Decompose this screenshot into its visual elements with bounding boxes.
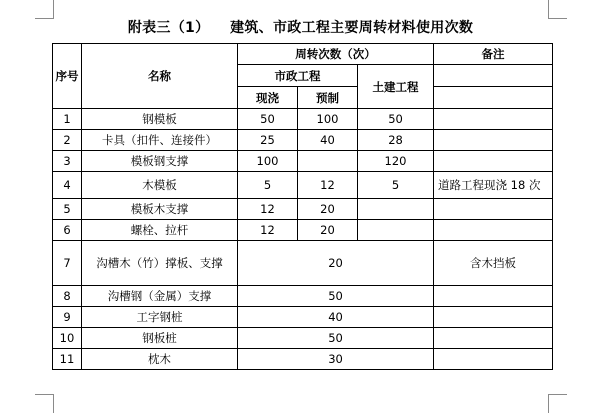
cell-cast: 25 [238, 130, 298, 151]
cell-precast: 40 [298, 130, 358, 151]
cell-merged-turnover: 50 [238, 328, 434, 349]
cell-remark [434, 151, 553, 172]
cell-civil: 50 [358, 109, 434, 130]
cell-name: 模板钢支撑 [82, 151, 238, 172]
table-row [53, 241, 553, 286]
cell-remark [434, 199, 553, 220]
cell-precast [298, 151, 358, 172]
header-name: 名称 [82, 44, 238, 109]
cell-name: 沟槽钢（金属）支撑 [82, 286, 238, 307]
cell-name: 螺栓、拉杆 [82, 220, 238, 241]
table-title: 附表三（1） 建筑、市政工程主要周转材料使用次数 [127, 20, 474, 36]
cell-seq: 4 [53, 172, 82, 199]
cell-remark [434, 130, 553, 151]
cell-name: 枕木 [82, 349, 238, 370]
table-row [53, 349, 553, 370]
table-row [53, 109, 553, 130]
cell-seq: 1 [53, 109, 82, 130]
cell-merged-turnover: 30 [238, 349, 434, 370]
cell-name: 钢模板 [82, 109, 238, 130]
cell-merged-turnover: 40 [238, 307, 434, 328]
cell-remark: 道路工程现浇 18 次 [434, 172, 553, 199]
cell-cast: 5 [238, 172, 298, 199]
cell-civil: 120 [358, 151, 434, 172]
cell-cast: 12 [238, 220, 298, 241]
cell-name: 模板木支撑 [82, 199, 238, 220]
cell-cast: 100 [238, 151, 298, 172]
cell-seq: 7 [53, 241, 82, 286]
cell-remark [434, 286, 553, 307]
header-seq: 序号 [53, 44, 82, 109]
cell-cast: 12 [238, 199, 298, 220]
cell-seq: 9 [53, 307, 82, 328]
turnover-table [52, 43, 553, 370]
cell-remark [434, 220, 553, 241]
table-row [53, 286, 553, 307]
table-row [53, 199, 553, 220]
cell-precast: 20 [298, 220, 358, 241]
header-civil: 土建工程 [358, 65, 434, 109]
header-turnover: 周转次数（次） [238, 44, 434, 65]
header-precast: 预制 [298, 87, 358, 109]
cell-precast: 100 [298, 109, 358, 130]
cell-remark [434, 307, 553, 328]
header-remark: 备注 [434, 44, 553, 65]
header-remark-blank-1 [434, 65, 553, 87]
cell-civil [358, 220, 434, 241]
cell-precast: 12 [298, 172, 358, 199]
table-row [53, 328, 553, 349]
cell-seq: 11 [53, 349, 82, 370]
cell-seq: 5 [53, 199, 82, 220]
table-row [53, 151, 553, 172]
cell-civil: 5 [358, 172, 434, 199]
cell-remark: 含木挡板 [434, 241, 553, 286]
cell-merged-turnover: 50 [238, 286, 434, 307]
cell-seq: 6 [53, 220, 82, 241]
cell-merged-turnover: 20 [238, 241, 434, 286]
cell-name: 木模板 [82, 172, 238, 199]
cell-name: 钢板桩 [82, 328, 238, 349]
cell-remark [434, 349, 553, 370]
cell-name: 工字钢桩 [82, 307, 238, 328]
header-remark-blank-2 [434, 87, 553, 109]
header-cast-in-place: 现浇 [238, 87, 298, 109]
cell-remark [434, 328, 553, 349]
header-municipal: 市政工程 [238, 65, 358, 87]
cell-civil: 28 [358, 130, 434, 151]
corner-mark-bottom-left [35, 394, 54, 413]
cell-name: 沟槽木（竹）撑板、支撑 [82, 241, 238, 286]
cell-seq: 8 [53, 286, 82, 307]
cell-precast: 20 [298, 199, 358, 220]
cell-name: 卡具（扣件、连接件） [82, 130, 238, 151]
cell-seq: 10 [53, 328, 82, 349]
table-row [53, 220, 553, 241]
cell-civil [358, 199, 434, 220]
table-row [53, 172, 553, 199]
cell-remark [434, 109, 553, 130]
table-row [53, 307, 553, 328]
cell-seq: 2 [53, 130, 82, 151]
corner-mark-bottom-right [548, 394, 567, 413]
cell-cast: 50 [238, 109, 298, 130]
cell-seq: 3 [53, 151, 82, 172]
table-row [53, 130, 553, 151]
